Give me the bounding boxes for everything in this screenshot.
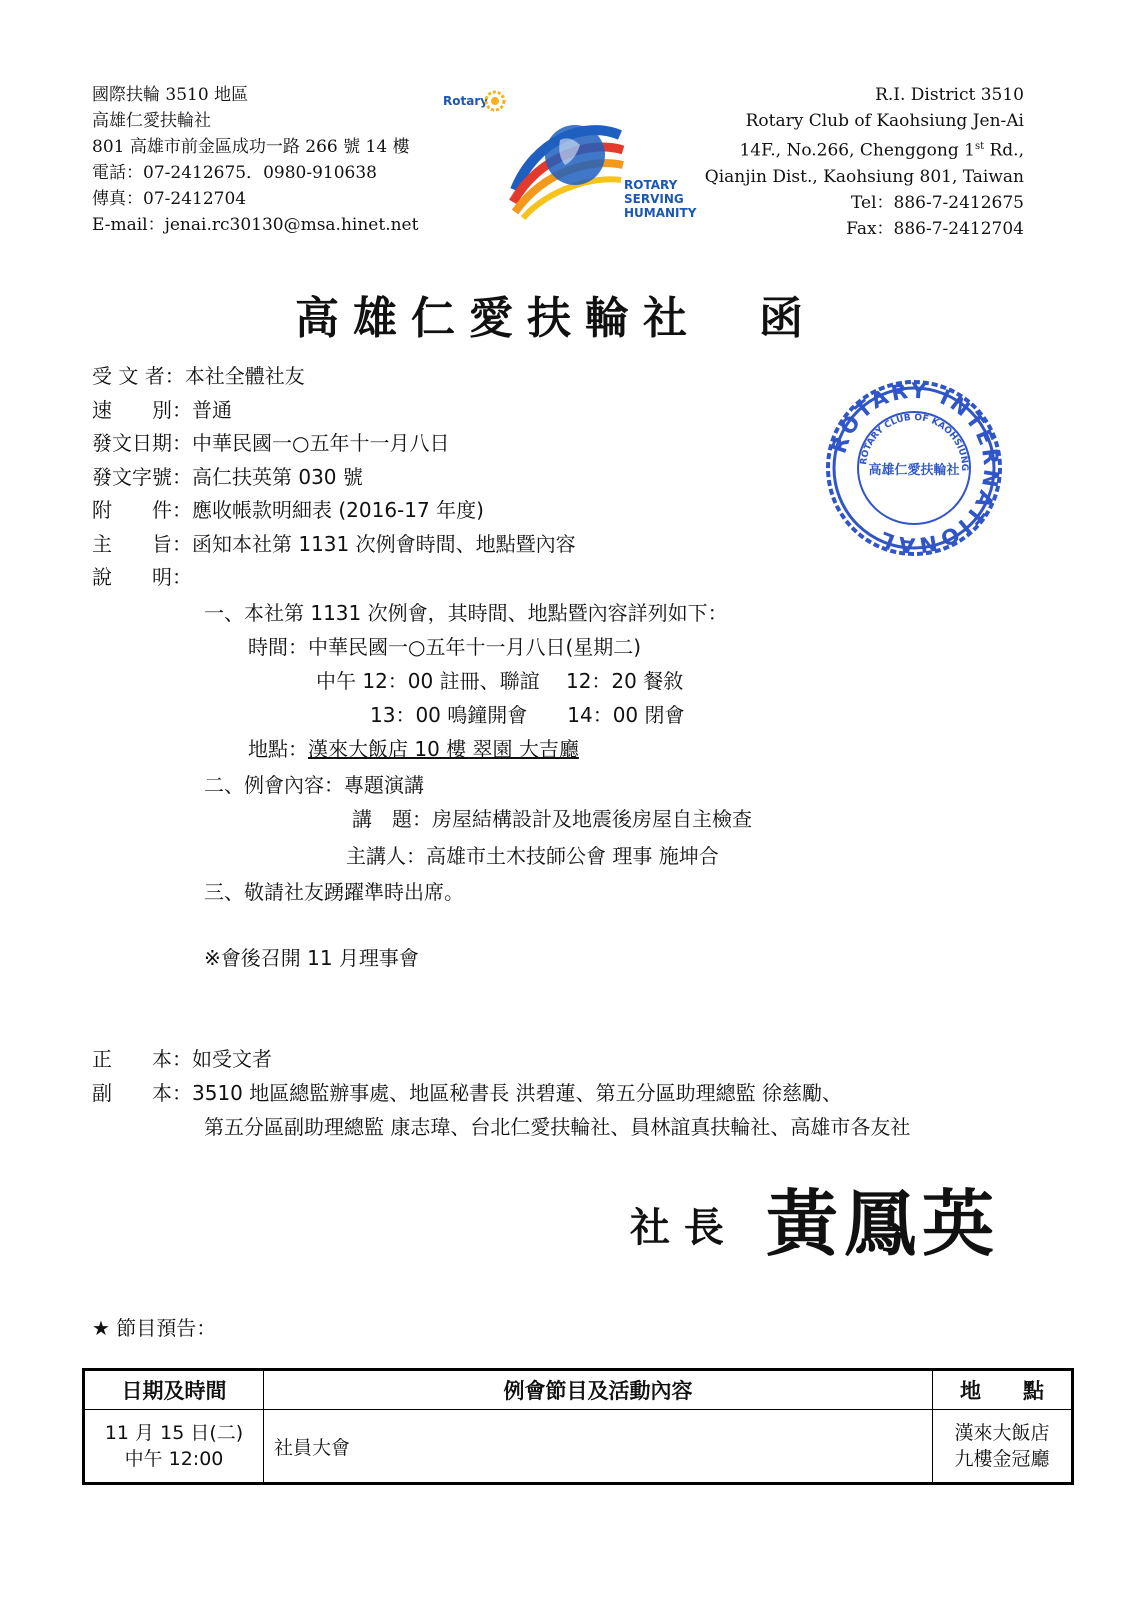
field-priority: 速 別：普通 <box>92 397 232 422</box>
field-list <box>92 360 576 595</box>
club-name-cn: 高雄仁愛扶輪社 <box>92 111 211 131</box>
explanation-item-3: 三、敬請社友踴躍準時出席。 <box>204 880 464 904</box>
fax-en: Fax：886-7-2412704 <box>846 218 1024 239</box>
seal-center-text: 高雄仁愛扶輪社 <box>868 463 960 478</box>
club-seal <box>824 378 1004 558</box>
document-title: 高雄仁愛扶輪社 函 <box>295 293 817 344</box>
district-cn: 國際扶輪 3510 地區 <box>92 85 249 105</box>
program-table <box>82 1368 1074 1485</box>
field-doc-number: 發文字號：高仁扶英第 030 號 <box>92 464 363 489</box>
row-content: 社員大會 <box>264 1410 933 1484</box>
col-place: 地 點 <box>933 1370 1073 1410</box>
speaker: 主講人：高雄市土木技師公會 理事 施坤合 <box>346 844 719 868</box>
field-explanation: 說 明： <box>92 565 192 589</box>
address-cn: 801 高雄市前金區成功一路 266 號 14 樓 <box>92 137 410 157</box>
slogan-line-1: ROTARY <box>624 178 678 192</box>
signature-name: 黃鳳英 <box>766 1181 1001 1266</box>
rotary-brand-text: Rotary <box>443 94 489 108</box>
fax-cn: 傳真：07-2412704 <box>92 189 247 209</box>
email: E-mail：jenai.rc30130@msa.hinet.net <box>92 215 419 235</box>
carbon-copy: 副 本：3510 地區總監辦事處、地區秘書長 洪碧蓮、第五分區助理總監 徐慈勵、 <box>92 1081 842 1105</box>
main-copy: 正 本：如受文者 <box>92 1047 272 1071</box>
speech-topic: 講 題：房屋結構設計及地震後房屋自主檢查 <box>352 807 752 831</box>
header-right <box>705 82 1024 242</box>
phone-en: Tel：886-7-2412675 <box>851 192 1024 213</box>
field-recipient: 受 文 者：本社全體社友 <box>92 364 305 388</box>
schedule-line-1: 中午 12：00 註冊、聯誼 12：20 餐敘 <box>316 669 684 693</box>
board-meeting-note: ※會後召開 11 月理事會 <box>204 946 419 970</box>
meeting-place: 地點：漢來大飯店 10 樓 翠園 大吉廳 <box>248 737 579 761</box>
seal-inner-text: ROTARY CLUB OF KAOHSIUNG <box>859 412 970 472</box>
meeting-time: 時間：中華民國一○五年十一月八日(星期二) <box>248 635 642 659</box>
rotary-logo <box>440 88 710 228</box>
rotary-slogan <box>624 178 696 220</box>
district-en: R.I. District 3510 <box>875 85 1024 105</box>
rotary-wheel-icon <box>484 90 506 112</box>
seal-outer-text: ROTARY INTERNATIONAL <box>826 378 1004 558</box>
carbon-copy-cont: 第五分區副助理總監 康志瑋、台北仁愛扶輪社、員林誼真扶輪社、高雄市各友社 <box>204 1115 911 1139</box>
slogan-line-3: HUMANITY <box>624 206 697 220</box>
table-header-row <box>84 1370 1073 1410</box>
col-date: 日期及時間 <box>84 1370 264 1410</box>
col-content: 例會節目及活動內容 <box>264 1370 933 1410</box>
header-left <box>92 82 418 238</box>
phone-cn: 電話：07-2412675．0980-910638 <box>92 163 377 183</box>
field-subject: 主 旨：函知本社第 1131 次例會時間、地點暨內容 <box>92 531 576 556</box>
club-name-en: Rotary Club of Kaohsiung Jen-Ai <box>745 111 1024 131</box>
address-en-1: 14F., No.266, Chenggong 1st Rd., <box>739 140 1024 161</box>
schedule-line-2: 13：00 鳴鐘開會 14：00 閉會 <box>370 703 685 727</box>
meeting-place-value: 漢來大飯店 10 樓 翠園 大吉廳 <box>308 737 579 761</box>
explanation-item-1: 一、本社第 1131 次例會，其時間、地點暨內容詳列如下： <box>204 601 728 625</box>
address-en-2: Qianjin Dist., Kaohsiung 801, Taiwan <box>704 166 1024 187</box>
slogan-line-2: SERVING <box>624 192 684 206</box>
signature-title: 社 長 <box>630 1204 724 1251</box>
globe-swoosh-icon <box>505 110 625 220</box>
program-heading: ★ 節目預告： <box>92 1316 217 1340</box>
field-attachment: 附 件：應收帳款明細表 (2016-17 年度) <box>92 498 484 522</box>
row-date: 11 月 15 日(二) 中午 12:00 <box>84 1410 264 1484</box>
explanation-item-2: 二、例會內容：專題演講 <box>204 773 424 797</box>
field-date: 發文日期：中華民國一○五年十一月八日 <box>92 431 450 455</box>
table-row <box>84 1410 1073 1484</box>
row-place: 漢來大飯店 九樓金冠廳 <box>933 1410 1073 1484</box>
